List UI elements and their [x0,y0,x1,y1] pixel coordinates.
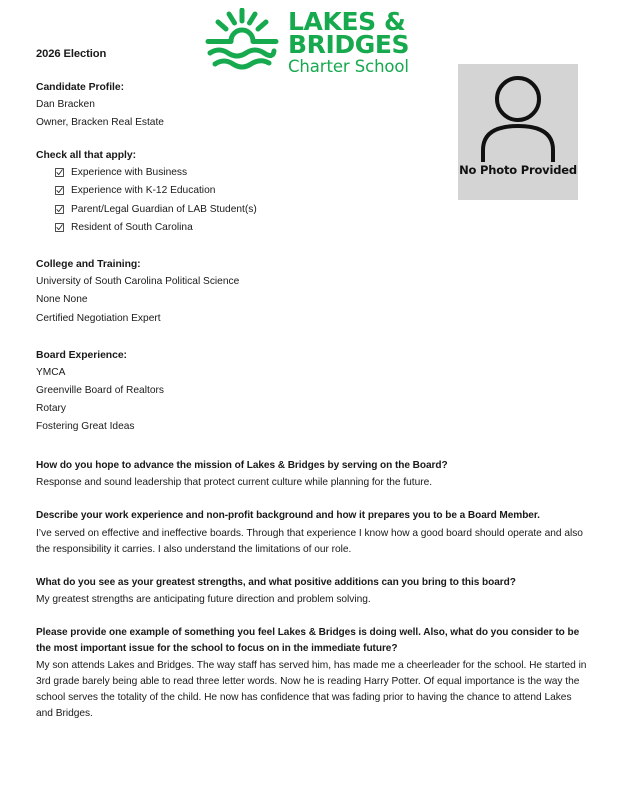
question-answer-block [36,458,588,491]
checklist-item[interactable] [55,183,588,198]
question-text: What do you see as your greatest strengths, and what positive additions can you bring to this board? [36,577,516,589]
answer-text: My son attends Lakes and Bridges. The way staff has served him, has made me a cheerleader for the school. He started in 3rd grade barely being able to read three letter words. Now he is reading Harry Potter. Of equal importance is the way the school serves the totality of the child. He now has confidence that was fading prior to having the chance to attend Lakes and Bridges. [36,660,587,720]
checklist-label: Resident of South Carolina [71,222,193,234]
question-text: Describe your work experience and non-profit background and how it prepares you to be a Board Member. [36,510,540,522]
college-and-training-section [36,259,588,325]
checklist-item[interactable] [55,202,588,217]
question-text: How do you hope to advance the mission of Lakes & Bridges by serving on the Board? [36,460,448,472]
answer-text: I’ve served on effective and ineffective boards. Through that experience I know how a good board should operate and also the responsibility it carries. I also understand the limitations of our role. [36,527,583,555]
checklist-item[interactable] [55,220,588,235]
check-all-list [36,165,588,235]
checklist-item[interactable] [55,165,588,180]
answer-text: Response and sound leadership that protect current culture while planning for the future. [36,477,433,489]
college-and-training-heading: College and Training: [36,259,141,271]
college-item: University of South Carolina Political Science [36,276,240,288]
candidate-name: Dan Bracken [36,99,95,110]
checklist-label: Experience with K-12 Education [71,185,216,197]
election-title: 2026 Election [36,48,107,60]
question-text: Please provide one example of something you feel Lakes & Bridges is doing well. Also, what do you consider to be the most important issue for the school to focus on in the immediate future? [36,627,580,654]
no-photo-caption: No Photo Provided [459,163,577,177]
board-experience-heading: Board Experience: [36,349,127,361]
college-item: None None [36,294,88,306]
board-experience-item: Rotary [36,402,67,414]
checklist-label: Parent/Legal Guardian of LAB Student(s) [71,203,257,215]
check-all-section [36,150,588,235]
board-experience-section [36,350,588,434]
logo-subtitle: Charter School [288,56,409,76]
checked-checkbox-icon[interactable] [55,186,64,195]
checked-checkbox-icon[interactable] [55,223,64,232]
checked-checkbox-icon[interactable] [55,205,64,214]
checked-checkbox-icon[interactable] [55,168,64,177]
board-experience-item: YMCA [36,366,66,378]
checklist-label: Experience with Business [71,167,188,179]
answer-text: My greatest strengths are anticipating future direction and problem solving. [36,594,371,606]
board-experience-item: Fostering Great Ideas [36,420,135,432]
question-answer-block [36,575,588,608]
question-answer-block [36,625,588,722]
candidate-profile-section [36,82,588,130]
logo-line-1: LAKES & [288,7,406,36]
candidate-occupation: Owner, Bracken Real Estate [36,117,164,129]
candidate-profile-heading: Candidate Profile: [36,82,125,93]
logo-line-2: BRIDGES [288,30,410,60]
document-body [36,48,588,723]
check-all-heading: Check all that apply: [36,150,136,162]
board-experience-item: Greenville Board of Realtors [36,384,164,396]
college-item: Certified Negotiation Expert [36,312,161,324]
question-answer-block [36,508,588,558]
